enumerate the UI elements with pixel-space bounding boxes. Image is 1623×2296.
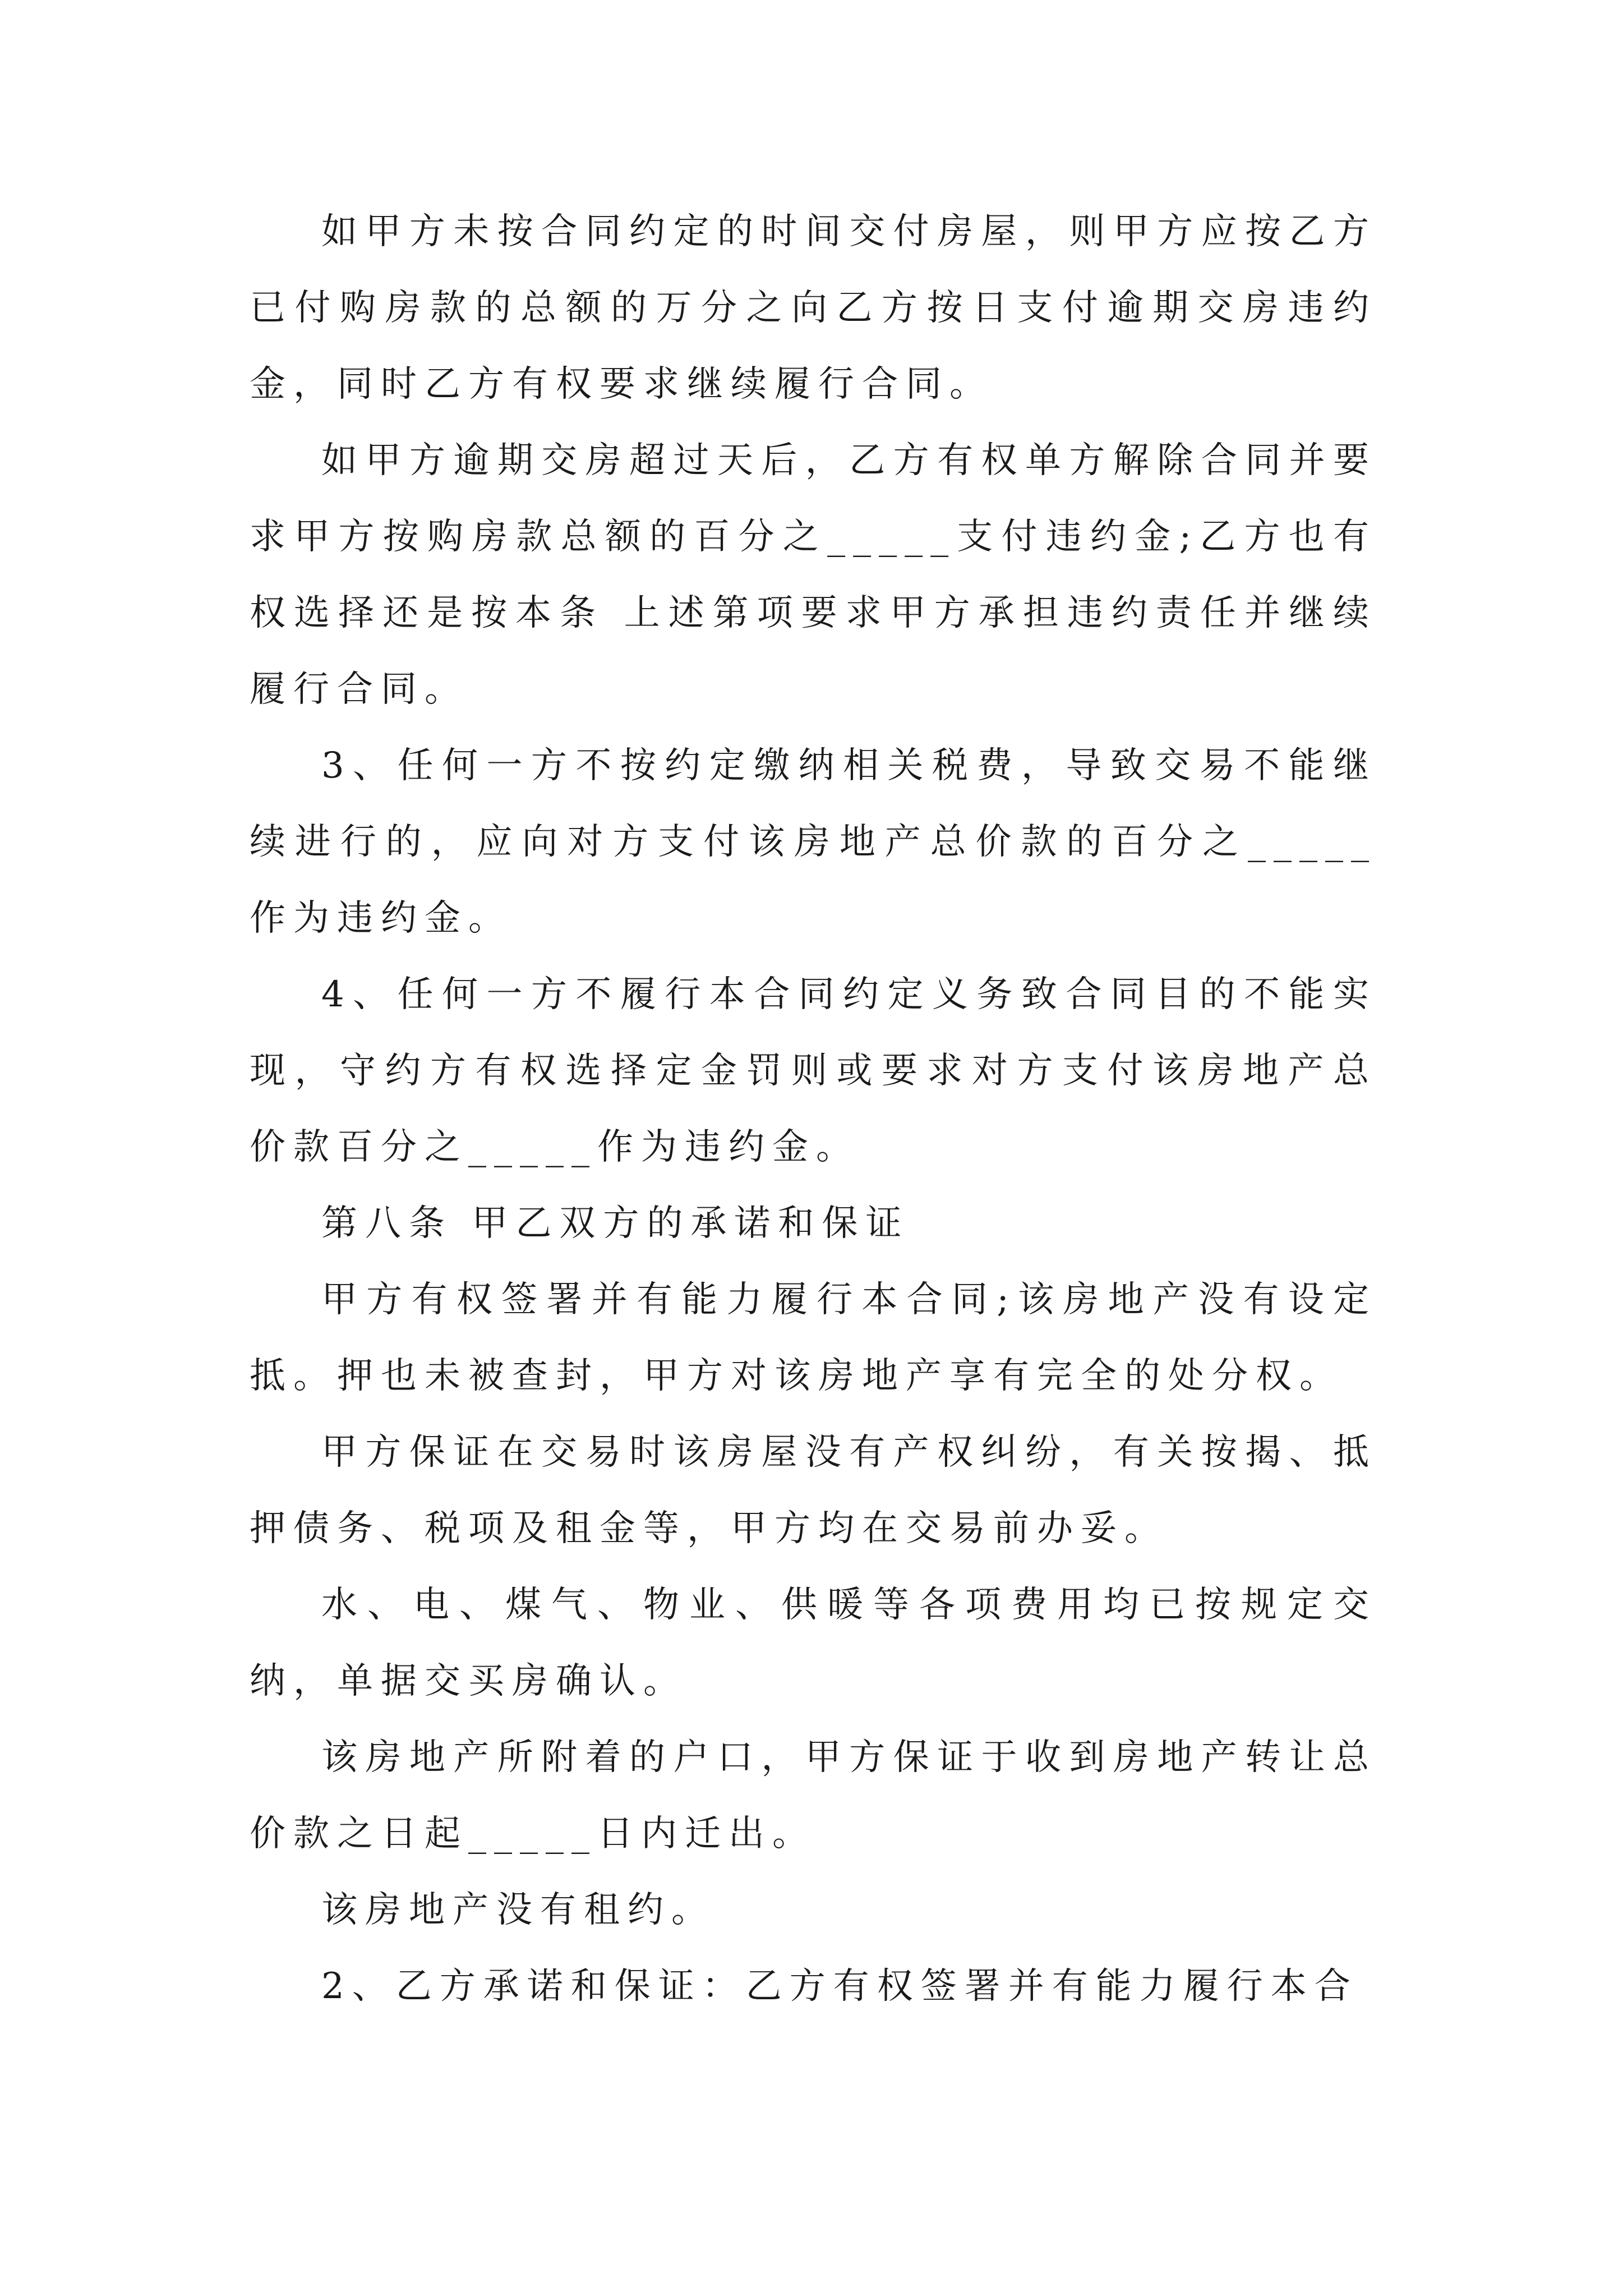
paragraph-late-delivery-penalty: 如甲方未按合同约定的时间交付房屋，则甲方应按乙方已付购房款的总额的万分之向乙方按日支付逾期交房违约金，同时乙方有权要求继续履行合同。 (250, 211, 1377, 405)
paragraph-seller-authority: 甲方有权签署并有能力履行本合同;该房地产没有设定抵。押也未被查封，甲方对该房地产享有完全的处分权。 (250, 1279, 1377, 1397)
document-body (250, 194, 1377, 2024)
paragraph-household-registration: 该房地产所附着的户口，甲方保证于收到房地产转让总价款之日起_____日内迁出。 (250, 1737, 1377, 1855)
paragraph-tax-default: 3、任何一方不按约定缴纳相关税费，导致交易不能继续进行的，应向对方支付该房地产总价款的百分之_____作为违约金。 (250, 745, 1377, 939)
paragraph-seller-no-dispute: 甲方保证在交易时该房屋没有产权纠纷，有关按揭、抵押债务、税项及租金等，甲方均在交易前办妥。 (250, 1432, 1377, 1549)
paragraph-obligation-default: 4、任何一方不履行本合同约定义务致合同目的不能实现，守约方有权选择定金罚则或要求对方支付该房地产总价款百分之_____作为违约金。 (250, 974, 1377, 1168)
paragraph-overdue-termination: 如甲方逾期交房超过天后，乙方有权单方解除合同并要求甲方按购房款总额的百分之_____支付违约金;乙方也有权选择还是按本条 上述第项要求甲方承担违约责任并继续履行合同。 (250, 440, 1377, 710)
section-heading-article-8: 第八条 甲乙双方的承诺和保证 (321, 1203, 910, 1244)
paragraph-buyer-commitment: 2、乙方承诺和保证：乙方有权签署并有能力履行本合 (321, 1966, 1358, 2007)
paragraph-no-lease: 该房地产没有租约。 (321, 1889, 715, 1931)
paragraph-utility-fees: 水、电、煤气、物业、供暖等各项费用均已按规定交纳，单据交买房确认。 (250, 1584, 1377, 1702)
